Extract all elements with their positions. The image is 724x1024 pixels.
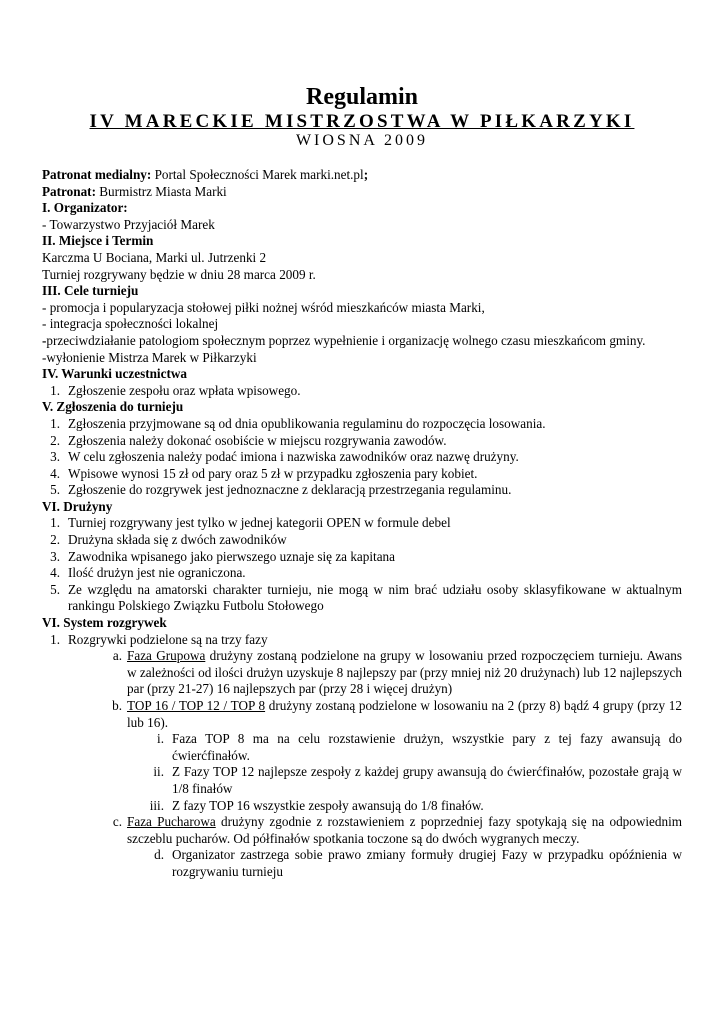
list-number: 1. (50, 631, 60, 647)
list-letter: d. (154, 847, 164, 863)
section-2-heading: II. Miejsce i Termin (42, 233, 154, 249)
list-roman: iii. (149, 797, 164, 813)
list-item (42, 565, 682, 582)
list-text: Ze względu na amatorski charakter turnieju, nie mogą w nim brać udziału osoby sklasyfikowane w aktualnym rankingu Polskiego Związku Futbolu Stołowego (68, 581, 682, 614)
list-number: 3. (50, 449, 60, 465)
list-item (42, 814, 682, 847)
section-heading (42, 366, 682, 383)
list-text: Faza TOP 8 ma na celu rozstawienie drużyn, wszystkie pary z tej fazy awansują do ćwierćfinałów. (172, 731, 682, 763)
list-text: Organizator zastrzega sobie prawo zmiany formuły drugiej Fazy w przypadku opóźnienia w rozgrywaniu turnieju (172, 847, 682, 879)
date-line: Turniej rozgrywany będzie w dniu 28 marca 2009 r. (42, 266, 316, 282)
phase-name: Faza Pucharowa (127, 814, 216, 830)
document-subtitle: IV MARECKIE MISTRZOSTWA W PIŁKARZYKI (89, 111, 635, 132)
list-number: 4. (50, 465, 60, 481)
goal-text: przeciwdziałanie patologiom społecznym poprzez wypełnienie i organizację wolnego czasu mieszkańcom gminy. (46, 332, 646, 348)
list-number: 1. (50, 382, 60, 398)
patron-label: Patronat: (42, 183, 96, 199)
section-3-heading: III. Cele turnieju (42, 283, 139, 299)
list-item (42, 847, 682, 880)
list-text: Ilość drużyn jest nie ograniczona. (68, 565, 246, 581)
list-item (42, 764, 682, 797)
list-text: Zgłoszenia należy dokonać osobiście w miejscu rozgrywania zawodów. (68, 432, 447, 448)
section-6-heading: VI. Drużyny (42, 498, 113, 514)
list-text: Zgłoszenie zespołu oraz wpłata wpisowego. (68, 382, 301, 398)
section-7-heading: VI. System rozgrywek (42, 615, 167, 631)
list-item (42, 648, 682, 698)
document-title: Regulamin (305, 84, 418, 110)
list-item (42, 416, 682, 433)
patron-value: Burmistrz Miasta Marki (95, 183, 227, 199)
phase-name: Faza Grupowa (127, 648, 206, 664)
list-number: 1. (50, 415, 60, 431)
list-letter: a. (112, 648, 122, 664)
list-text: Wpisowe wynosi 15 zł od pary oraz 5 zł w przypadku zgłoszenia pary kobiet. (68, 465, 478, 481)
list-item (42, 698, 682, 731)
goal-line: - promocja i popularyzacja stołowej piłki nożnej wśród mieszkańców miasta Marki, (42, 299, 485, 315)
phase-name: TOP 16 / TOP 12 / TOP 8 (127, 698, 266, 713)
list-number: 4. (50, 565, 60, 581)
section-heading (42, 283, 682, 300)
list-text: drużyny zostaną podzielone na grupy w losowaniu przed rozpoczęciem turnieju. Awans w zależności od ilości drużyn uzyskuje 8 najlepszy par (przy mniej niż 20 drużynach) lub 12 najlepszych par (przy 21-27) 16 najlepszych par (przy 28 i więcej drużyn) (127, 648, 683, 697)
goal-line (42, 333, 682, 350)
section-5-heading: V. Zgłoszenia do turnieju (42, 399, 184, 415)
media-patron-line (42, 167, 682, 184)
list-text: drużyny zgodnie z rozstawieniem z poprzedniej fazy spotykają się na odpowiednim szczeblu pucharów. Od półfinałów spotkania toczone są do dwóch wygranych meczy. (127, 814, 683, 846)
conditions-list (42, 383, 682, 400)
list-text: Zgłoszenie do rozgrywek jest jednoznaczne z deklaracją przestrzegania regulaminu. (68, 482, 512, 498)
list-item (42, 798, 682, 815)
list-number: 2. (50, 432, 60, 448)
list-number: 3. (50, 548, 60, 564)
list-item (42, 449, 682, 466)
list-text: Drużyna składa się z dwóch zawodników (68, 532, 287, 548)
list-item (42, 383, 682, 400)
list-text: Z Fazy TOP 12 najlepsze zespoły z każdej grupy awansują do ćwierćfinałów, pozostałe grają w 1/8 finałów (172, 764, 682, 796)
registration-list (42, 416, 682, 499)
list-number: 1. (50, 515, 60, 531)
teams-list (42, 515, 682, 615)
section-4-heading: IV. Warunki uczestnictwa (42, 366, 187, 382)
media-patron-value: Portal Społeczności Marek marki.net.pl (151, 167, 364, 182)
list-item (42, 632, 682, 649)
section-heading (42, 499, 682, 516)
list-item (42, 582, 682, 615)
list-item (42, 466, 682, 483)
list-number: 5. (50, 482, 60, 498)
list-item (42, 731, 682, 764)
list-roman: ii. (153, 764, 164, 780)
list-item (42, 515, 682, 532)
media-patron-end: ; (363, 167, 369, 182)
patron-line (42, 184, 682, 201)
list-item (42, 433, 682, 450)
list-item (42, 532, 682, 549)
section-heading (42, 233, 682, 250)
list-letter: c. (112, 814, 122, 830)
goal-line: -wyłonienie Mistrza Marek w Piłkarzyki (42, 349, 257, 365)
list-text: Rozgrywki podzielone są na trzy fazy (68, 631, 268, 647)
section-heading (42, 200, 682, 217)
section-1-heading: I. Organizator: (42, 200, 128, 216)
section-heading (42, 615, 682, 632)
section-heading (42, 399, 682, 416)
list-number: 2. (50, 532, 60, 548)
list-text: W celu zgłoszenia należy podać imiona i nazwiska zawodników oraz nazwę drużyny. (68, 449, 519, 465)
list-text: Zgłoszenia przyjmowane są od dnia opublikowania regulaminu do rozpoczęcia losowania. (68, 415, 546, 431)
list-roman: i. (157, 731, 164, 747)
venue-line: Karczma U Bociana, Marki ul. Jutrzenki 2 (42, 249, 267, 265)
system-list (42, 632, 682, 881)
list-item (42, 482, 682, 499)
list-text: Z fazy TOP 16 wszystkie zespoły awansują do 1/8 finałów. (172, 797, 484, 813)
media-patron-label: Patronat medialny: (42, 167, 152, 182)
list-letter: b. (112, 698, 122, 713)
list-number: 5. (50, 581, 60, 597)
list-text: Turniej rozgrywany jest tylko w jednej kategorii OPEN w formule debel (68, 515, 451, 531)
goal-dash: - (42, 332, 47, 348)
list-text: Zawodnika wpisanego jako pierwszego uznaje się za kapitana (68, 548, 395, 564)
goal-line: - integracja społeczności lokalnej (42, 316, 219, 332)
list-item (42, 549, 682, 566)
list-text: drużyny zostaną podzielone w losowaniu na 2 (przy 8) bądź 4 grupy (przy 12 lub 16). (127, 698, 682, 730)
document-season: WIOSNA 2009 (295, 132, 429, 149)
organizer-line: - Towarzystwo Przyjaciół Marek (42, 216, 215, 232)
